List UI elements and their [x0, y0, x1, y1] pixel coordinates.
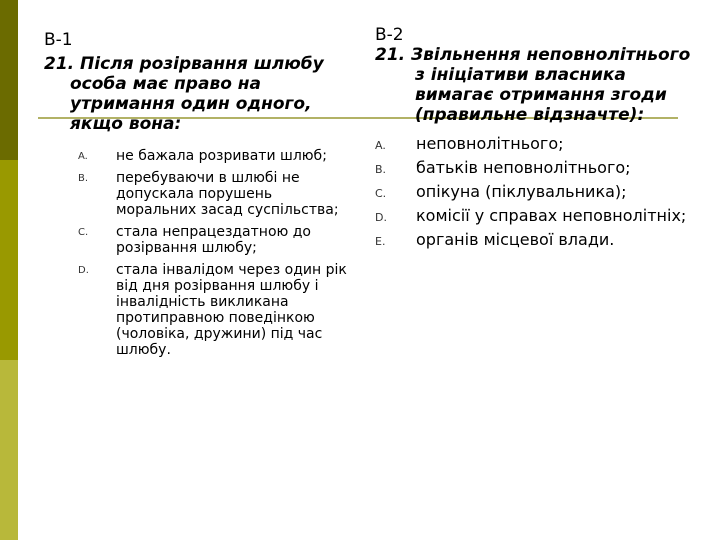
- accent-bar-middle: [0, 160, 18, 360]
- option-letter: C.: [78, 227, 89, 238]
- option-b: [375, 158, 695, 178]
- variant-2-options: [375, 134, 695, 250]
- option-letter: C.: [375, 187, 387, 200]
- option-text: стала непрацездатною до розірвання шлюбу;: [116, 224, 311, 256]
- option-text: неповнолітнього;: [416, 134, 564, 153]
- option-text: не бажала розривати шлюб;: [116, 148, 327, 164]
- variant-2-label: В-2: [375, 25, 404, 45]
- option-text: органів місцевої влади.: [416, 230, 615, 249]
- option-c: [375, 182, 695, 202]
- accent-bar-bottom: [0, 360, 18, 540]
- option-e: [375, 230, 695, 250]
- option-text: батьків неповнолітнього;: [416, 158, 631, 177]
- variant-1-question: 21. Після розірвання шлюбу особа має право на утримання один одного, якщо вона:: [44, 54, 324, 134]
- option-text: комісії у справах неповнолітніх;: [416, 206, 687, 225]
- option-letter: A.: [375, 139, 386, 152]
- option-a: [44, 148, 354, 164]
- option-a: [375, 134, 695, 154]
- option-b: [44, 170, 354, 218]
- variant-1-column: [44, 30, 354, 364]
- option-letter: B.: [78, 173, 89, 184]
- option-letter: A.: [78, 151, 88, 162]
- variant-2-question: 21. Звільнення неповнолітнього з ініціативи власника вимагає отримання згоди (правильне відзначте):: [375, 45, 691, 125]
- variant-1-options: [44, 148, 354, 358]
- accent-bar-top: [0, 0, 18, 160]
- option-letter: D.: [78, 265, 89, 276]
- option-d: [375, 206, 695, 226]
- option-text: перебуваючи в шлюбі не допускала порушень моральних засад суспільства;: [116, 170, 339, 218]
- option-c: [44, 224, 354, 256]
- variant-2-column: [375, 25, 695, 254]
- option-text: опікуна (піклувальника);: [416, 182, 627, 201]
- option-text: стала інвалідом через один рік від дня розірвання шлюбу і інвалідність викликана протиправною поведінкою (чоловіка, дружини) під час шлюбу.: [116, 262, 347, 358]
- option-letter: E.: [375, 235, 386, 248]
- option-letter: B.: [375, 163, 387, 176]
- option-d: [44, 262, 354, 358]
- variant-1-label: В-1: [44, 30, 73, 50]
- option-letter: D.: [375, 211, 387, 224]
